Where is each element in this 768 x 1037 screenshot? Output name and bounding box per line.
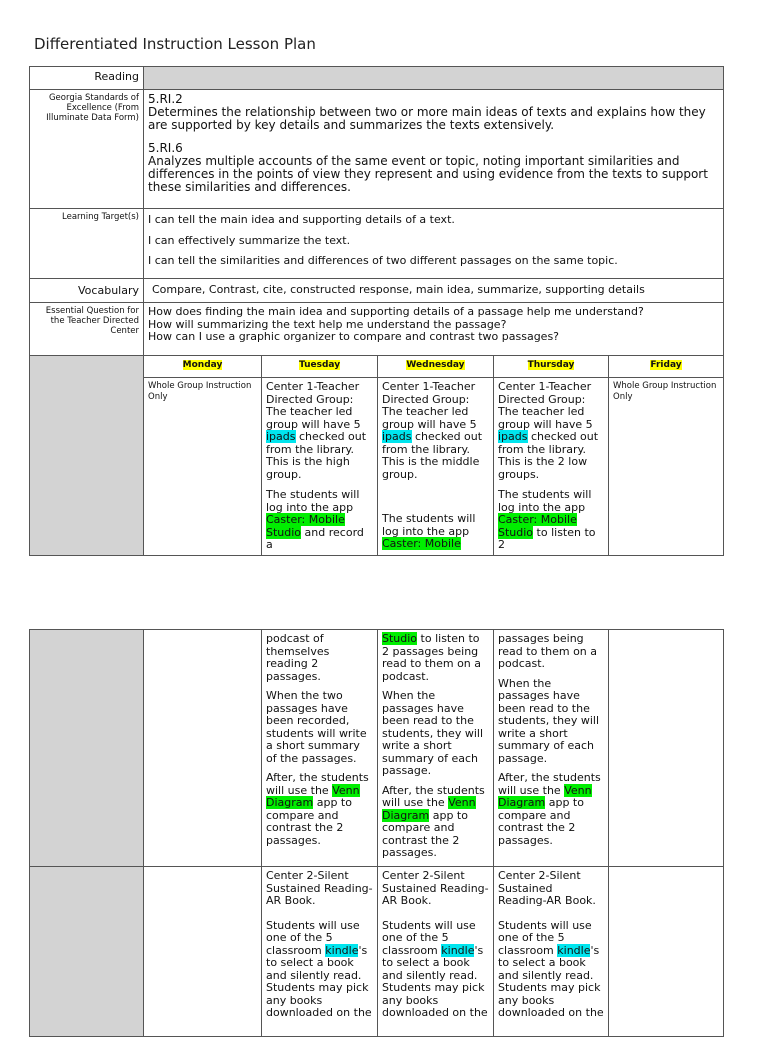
friday-cont-cell — [609, 630, 724, 867]
kindle-highlight: kindle — [325, 943, 359, 957]
wednesday-cell: Center 1-Teacher Directed Group: The teacher led group will have 5 ipads checked out from the library. This is the middle group. The students will log into the app Caster: Mobile — [378, 378, 494, 556]
venn-highlight: Venn Diagram — [382, 796, 476, 822]
friday-center2-cell — [609, 867, 724, 1037]
kindle-highlight: kindle — [557, 943, 591, 957]
venn-highlight: Venn Diagram — [266, 783, 360, 809]
target-item: I can tell the similarities and differences of two different passages on the same topic. — [148, 254, 618, 267]
monday-center2-cell — [144, 867, 262, 1037]
day-header-friday: Friday — [609, 356, 724, 378]
monday-cell: Whole Group Instruction Only — [144, 378, 262, 556]
tuesday-center2-cell: Center 2-Silent Sustained Reading-AR Book. Students will use one of the 5 classroom kindle's to select a book and silently read. Students may pick any books downloaded on the — [262, 867, 378, 1037]
target-item: I can effectively summarize the text. — [148, 233, 351, 247]
lesson-plan-table-page-1 — [29, 66, 724, 556]
essential-questions-cell — [144, 303, 724, 356]
monday-cont-cell — [144, 630, 262, 867]
standard-2-text: Analyzes multiple accounts of the same event or topic, noting important similarities and differences in the points of view they represent and using evidence from the texts to support these similarities and differences. — [148, 154, 708, 194]
standard-1-code: 5.RI.2 — [148, 92, 183, 106]
tuesday-cell: Center 1-Teacher Directed Group: The teacher led group will have 5 ipads checked out from the library. This is the high group. The students will log into the app Caster: Mobile Studio and record a — [262, 378, 378, 556]
learning-targets-cell — [144, 209, 724, 279]
standard-2-code: 5.RI.6 — [148, 141, 183, 155]
day-header-tuesday: Tuesday — [262, 356, 378, 378]
label-reading: Reading — [30, 67, 144, 90]
document-title: Differentiated Instruction Lesson Plan — [34, 35, 316, 53]
kindle-highlight: kindle — [441, 943, 475, 957]
label-standards: Georgia Standards of Excellence (From Illuminate Data Form) — [30, 90, 144, 209]
label-essential-question: Essential Question for the Teacher Directed Center — [30, 303, 144, 356]
day-header-monday: Monday — [144, 356, 262, 378]
target-item: I can tell the main idea and supporting details of a text. — [148, 213, 455, 226]
day-header-thursday: Thursday — [494, 356, 609, 378]
reading-bar — [144, 67, 724, 90]
standards-cell — [144, 90, 724, 209]
standard-1-text: Determines the relationship between two or more main ideas of texts and explains how they are supported by key details and summarizes the texts extensively. — [148, 105, 706, 132]
essential-question: How does finding the main idea and supporting details of a passage help me understand? — [148, 305, 644, 318]
day-header-wednesday: Wednesday — [378, 356, 494, 378]
venn-highlight: Venn Diagram — [498, 783, 592, 809]
wednesday-cont-cell: Studio to listen to 2 passages being read to them on a podcast. When the passages have been read to the students, they will write a short summary of each passage. After, the students will use the Venn Diagram app to compare and contrast the 2 passages. — [378, 630, 494, 867]
label-vocabulary: Vocabulary — [30, 279, 144, 303]
thursday-cell: Center 1-Teacher Directed Group: The teacher led group will have 5 ipads checked out from the library. This is the 2 low groups. The students will log into the app Caster: Mobile Studio to listen to 2 — [494, 378, 609, 556]
essential-question: How can I use a graphic organizer to compare and contrast two passages? — [148, 330, 560, 343]
wednesday-center2-cell: Center 2-Silent Sustained Reading-AR Book. Students will use one of the 5 classroom kindle's to select a book and silently read. Students may pick any books downloaded on the — [378, 867, 494, 1037]
thursday-center2-cell: Center 2-Silent Sustained Reading-AR Book. Students will use one of the 5 classroom kindle's to select a book and silently read. Students may pick any books downloaded on the — [494, 867, 609, 1037]
lesson-plan-table-page-2 — [29, 629, 724, 1037]
label-learning-targets: Learning Target(s) — [30, 209, 144, 279]
continued-label-blank — [30, 630, 144, 867]
vocabulary-cell: Compare, Contrast, cite, constructed response, main idea, summarize, supporting details — [144, 279, 724, 303]
essential-question: How will summarizing the text help me understand the passage? — [148, 317, 507, 331]
center2-label-blank — [30, 867, 144, 1037]
tuesday-cont-cell: podcast of themselves reading 2 passages. When the two passages have been recorded, students will write a short summary of the passages. After, the students will use the Venn Diagram app to compare and contrast the 2 passages. — [262, 630, 378, 867]
ipads-highlight: ipads — [266, 430, 296, 443]
thursday-cont-cell: passages being read to them on a podcast. When the passages have been read to the students, they will write a short summary of each passage. After, the students will use the Venn Diagram app to compare and contrast the 2 passages. — [494, 630, 609, 867]
schedule-label-blank — [30, 356, 144, 556]
ipads-highlight: ipads — [498, 430, 528, 443]
friday-cell: Whole Group Instruction Only — [609, 378, 724, 556]
ipads-highlight: ipads — [382, 430, 412, 443]
